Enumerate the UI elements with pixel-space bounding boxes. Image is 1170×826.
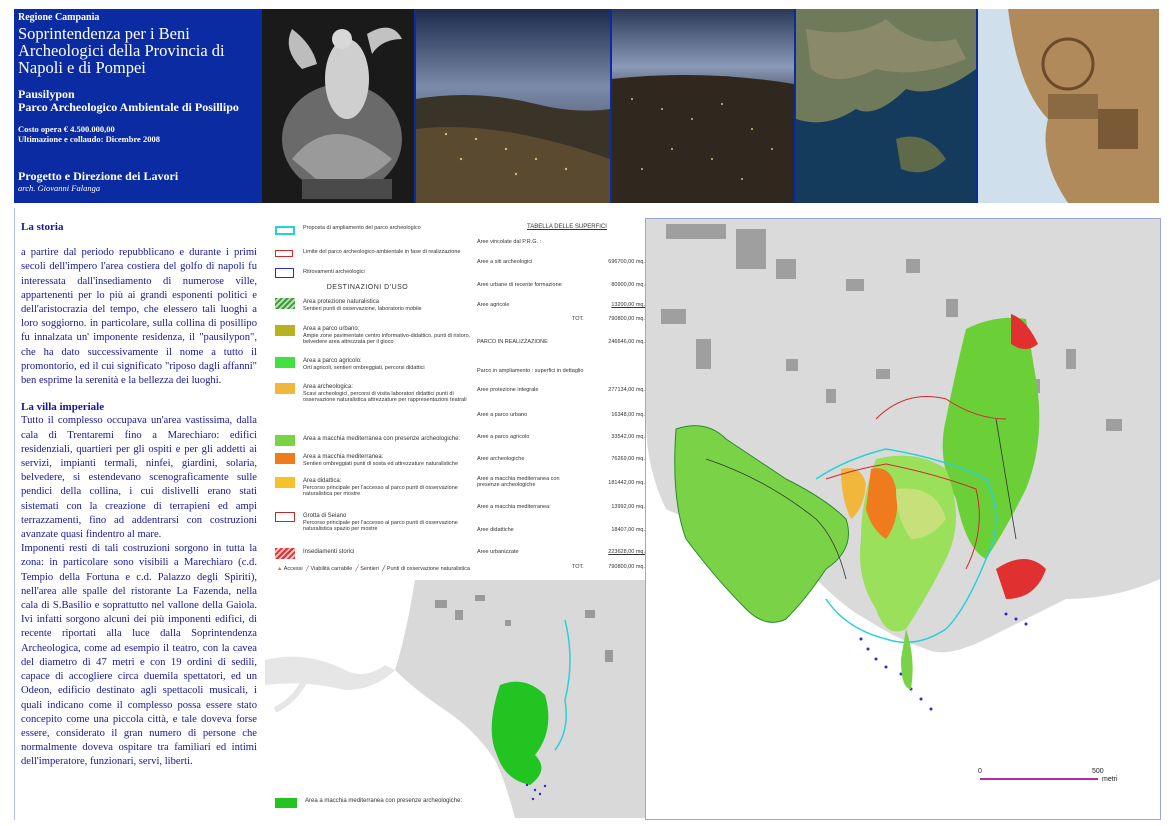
scalebar-line (980, 778, 1098, 780)
row-value: 18407,00 mq. (611, 527, 645, 533)
soprintendenza-title: Soprintendenza per i Beni Archeologici della Provincia di Napoli e di Pompei (18, 24, 225, 77)
row-key: Aree protezione integrale (477, 387, 539, 393)
legend-desc: Scavi archeologici, percorsi di visita laboratori didattici punti di osservazione naturalistica attrezzature per rappresentazioni teatrali (303, 390, 467, 403)
row-key: Aree a siti archeologici (477, 259, 533, 265)
header-text (18, 12, 260, 202)
legend-label: Proposta di ampliamento del parco archeologico (303, 225, 421, 231)
legend-desc: Percorso principale per l'accesso al parco punti di osservazione naturalistica spazio per mostre (303, 519, 458, 532)
row-value: 696700,00 mq. (608, 259, 645, 265)
legend-swatch (275, 477, 295, 488)
row-value: 181442,00 mq. (608, 480, 645, 486)
legend-label: Area didattica: (303, 478, 342, 484)
scalebar-unit: metri (1102, 776, 1118, 783)
row-key: Aree vincolate dal P.R.G. : (477, 239, 542, 245)
legend-path-label: Sentieri (360, 566, 379, 572)
project-subtitle: Parco Archeologico Ambientale di Posillipo (18, 100, 239, 114)
coast-night-photo-1 (416, 9, 610, 203)
row-key: TOT. (572, 316, 584, 322)
statue-photo (262, 9, 414, 203)
legend-road-label: Viabilità carrabile (310, 566, 353, 572)
legend-label: Area a parco agricolo: (303, 358, 362, 364)
row-value: 76269,00 mq. (611, 456, 645, 462)
row-value: 790800,00 mq. (608, 564, 645, 570)
legend-desc: Percorso principale per l'accesso al parco punti di osservazione naturalistica per mostre (303, 484, 458, 497)
row-key: Aree a parco agricolo (477, 434, 530, 440)
legend-label: Grotta di Seiano (303, 513, 347, 519)
section-body-resti: Imponenti resti di tali costruzioni sorgono in tutta la zona: in particolare sono visibili a Marechiaro (c.d. Tempio della Fortuna e c.d. Palazzo degli Spiriti), nell'area alle spalle del ristorante La Fazenda, nella cala di S.Basilio e soprattutto nel vallone della Gaiola. Ivi infatti sorgono alcuni dei più imponenti edifici, di recente riportati alla luce dalla Soprintendenza Archeologica, come ad esempio il teatro, con la cavea del diametro di 47 metri e con 19 ordini di sedili, capace di accogliere circa duemila spettatori, ed un Odeon, edificio destinato agli spettacoli musicali, i quali indicano come il complesso possa essere stato concepito come una piccola città, e tale doveva forse essere, considerato il gran numero di persone che normalmente doveva ospitare tra familiari ed intimi dell'imperatore, funzionari, servi, liberti. (21, 543, 257, 768)
row-key: Parco in ampliamento : superfici in dettaglio (477, 368, 584, 374)
map-legend (265, 218, 645, 578)
overview-map-legend: Area a macchia mediterranea con presenze archeologiche: (305, 798, 463, 804)
legend-swatch (275, 383, 295, 394)
legend-swatch (275, 226, 295, 235)
row-key: PARCO IN REALIZZAZIONE (477, 339, 548, 345)
section-title-storia: La storia (21, 221, 64, 233)
coast-night-photo-2 (612, 9, 794, 203)
legend-swatch (275, 453, 295, 464)
legend-label: Area archeologica: (303, 384, 354, 390)
legend-swatch (275, 548, 295, 559)
row-key: Aree a parco urbano (477, 412, 528, 418)
legend-label: Ritrovamenti archeologici (303, 269, 365, 275)
row-value: 13992,00 mq. (611, 504, 645, 510)
row-value: 246646,00 mq. (608, 339, 645, 345)
legend-label: Area a macchia mediterranea: (303, 454, 384, 460)
row-key: Aree a macchia mediterranea: (477, 504, 551, 510)
row-key: Aree agricole (477, 302, 510, 308)
road-icon: ╱ (305, 566, 310, 572)
legend-swatch (275, 512, 295, 522)
row-value: 80900,00 mq. (611, 282, 645, 288)
legend-desc: Orti agricoli, sentieri ombreggiati, percorsi didattici (303, 364, 425, 371)
section-title-villa: La villa imperiale (21, 401, 105, 414)
row-key: Aree urbanizzate (477, 549, 519, 555)
project-title (18, 88, 260, 114)
row-value: 223628,00 mq. (608, 549, 645, 555)
row-key: TOT. (572, 564, 584, 570)
legend-swatch (275, 435, 295, 446)
project-name: Pausilypon (18, 87, 75, 101)
row-key: Aree didattiche (477, 527, 514, 533)
map-scalebar (978, 768, 1118, 788)
cost-label: Costo opera € 4.500.000,00 (18, 124, 115, 134)
scalebar-start: 0 (978, 768, 982, 775)
legend-label: Area a macchia mediterranea con presenze archeologiche: (303, 436, 461, 442)
legend-swatch (275, 325, 295, 336)
history-text-column (14, 208, 259, 820)
access-icon: ▲ (277, 566, 283, 572)
section-body-storia: a partire dal periodo repubblicano e durante i primi secoli dell'impero l'area costiera del golfo di napoli fu interessata dall'insediamento di numerose ville, appartenenti per lo più ai grandi esponenti politici e dell'aristocrazia del tempo, che elessero tali luoghi a loro soggiorno. in particolare, sulla collina di posillipo fu innalzata un' imponente residenza, il "pausilypon", che ha dato successivamente il nome a tutto il promontorio, ed il cui significato "riposo dagli affanni" ben esprime la serenità e la bellezza dei luoghi. (21, 247, 257, 387)
surface-table-title: TABELLA DELLE SUPERFICI (527, 224, 607, 230)
legend-swatch (275, 268, 294, 278)
path-icon: ╱ (355, 566, 359, 572)
row-value: 16348,00 mq. (611, 412, 645, 418)
row-key: Aree archeologiche (477, 456, 525, 462)
overview-map (265, 580, 645, 818)
region-label: Regione Campania (18, 12, 100, 23)
cost-info (18, 124, 260, 144)
section-body-villa: Tutto il complesso occupava un'area vastissima, dalla cala di Trentaremi fino a Marechiaro: edifici residenziali, quartieri per gli ospiti e per gli addetti ai servizi, impianti termali, ninfei, giardini, solaria, belvedere, si estendevano scenograficamente sulle pendici della collina, i cui dislivelli erano stati sistemati con la creazione di terrapieni ed ampi terrazzamenti, fino ad addentrarsi con costruzioni avanzate quasi findentro al mare. (21, 415, 257, 541)
legend-bottom-row (277, 566, 470, 572)
legend-desc: Sentieri punti di osservazione, laboratorio mobile (303, 305, 422, 312)
direction-title: Progetto e Direzione dei Lavori (18, 169, 179, 183)
legend-swatch (275, 357, 295, 368)
site-plan-photo (978, 9, 1159, 203)
legend-swatch (275, 298, 295, 309)
legend-label: Area protezione naturalistica (303, 299, 380, 305)
row-key: Aree urbane di recente formazione (477, 282, 562, 288)
legend-viewpoint-label: Punti di osservazione naturalistica (386, 566, 470, 572)
legend-swatch (275, 250, 293, 257)
legend-access-label: Accessi (283, 566, 303, 572)
row-value: 277134,00 mq. (608, 387, 645, 393)
row-value: 790800,00 mq. (608, 316, 645, 322)
viewpoint-icon: ╱ (381, 566, 386, 572)
legend-desc: Sentieri ombreggiati punti di sosta ed attrezzature naturalistiche (303, 460, 459, 467)
scalebar-end: 500 (1092, 768, 1104, 775)
completion-label: Ultimazione e collaudo: Dicembre 2008 (18, 134, 160, 144)
legend-desc: Ampie zone pavimentate centro informativo-didattico, punti di ristoro, belvedere area attrezzata per il gioco (303, 332, 471, 345)
row-value: 33542,00 mq. (611, 434, 645, 440)
architect-name: arch. Giovanni Falanga (18, 183, 101, 193)
park-master-plan-map (645, 218, 1161, 820)
legend-heading: DESTINAZIONI D'USO (326, 284, 409, 291)
row-value: 13200,00 mq. (611, 302, 645, 308)
legend-label: Limite del parco archeologico-ambientale in fase di realizzazione (303, 249, 461, 255)
satellite-photo (796, 9, 976, 203)
legend-label: Area a parco urbano: (303, 326, 360, 332)
legend-label: Insediamenti storici (303, 549, 355, 555)
row-key: Aree a macchia mediterranea con presenze archeologiche (477, 476, 560, 488)
